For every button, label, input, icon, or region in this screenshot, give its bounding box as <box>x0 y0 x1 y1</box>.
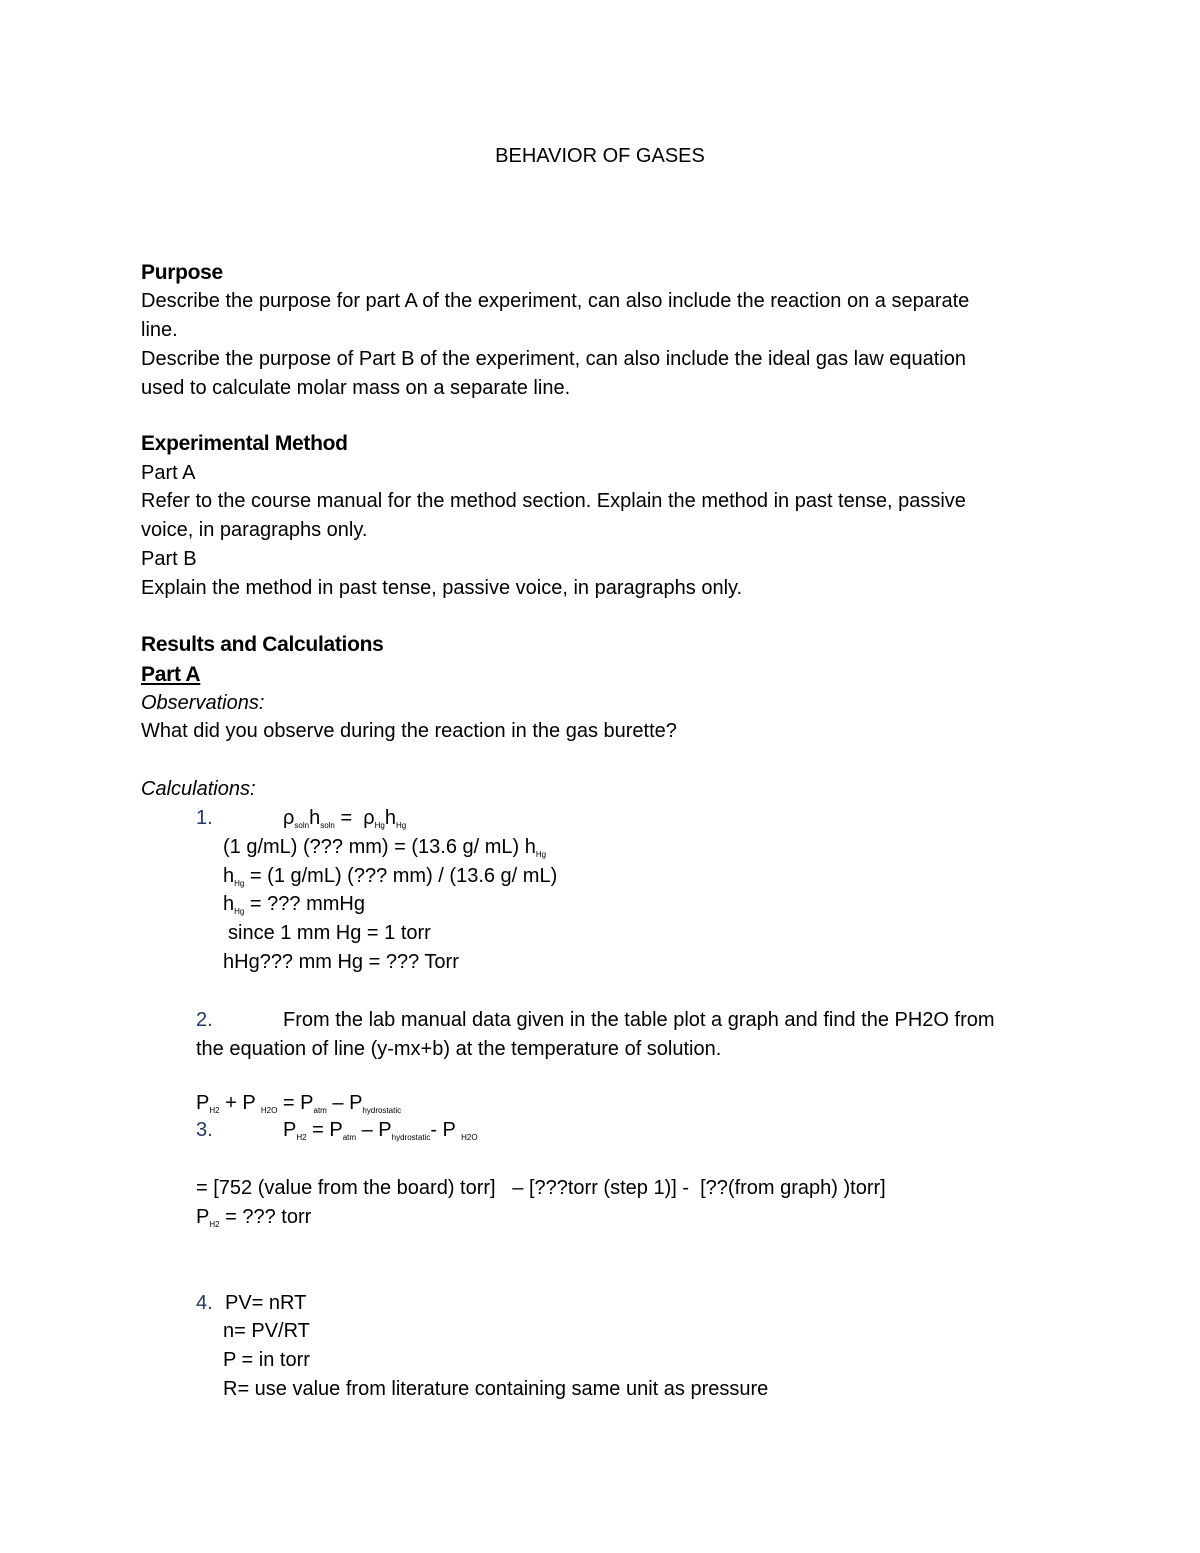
method-part-a-line-1: Refer to the course manual for the method section. Explain the method in past tense, passive <box>141 490 966 512</box>
method-part-b-label: Part B <box>141 548 197 570</box>
calculations-label: Calculations: <box>141 778 256 800</box>
method-part-a-label: Part A <box>141 462 196 484</box>
calc-1-line-2: (1 g/mL) (??? mm) = (13.6 g/ mL) $h_{Hg}$ <box>223 836 547 859</box>
calc-1-line-6: hHg??? mm Hg = ??? Torr <box>223 951 459 973</box>
calc-1-equation: $\rho_{soln}h_{soln} = \rho_{Hg}h_{Hg}$ <box>283 807 407 830</box>
calc-3-equation: $P_{H2} = P_{atm} - P_{hydrostatic}-$ P $_{H2O}$ <box>283 1119 478 1142</box>
calc-4-line-3: P = in torr <box>223 1349 310 1371</box>
calc-4-number: 4. <box>196 1292 213 1314</box>
calc-4-line-4: R= use value from literature containing same unit as pressure <box>223 1378 769 1400</box>
purpose-line-4: used to calculate molar mass on a separate line. <box>141 377 571 399</box>
results-heading: Results and Calculations <box>141 633 384 656</box>
calc-2-line-1: From the lab manual data given in the table plot a graph and find the PH2O from <box>283 1009 995 1031</box>
calc-2-number: 2. <box>196 1009 213 1031</box>
method-heading: Experimental Method <box>141 432 348 455</box>
calc-3-line-3: $P_{H2}$ = ??? torr <box>196 1206 312 1229</box>
observations-label: Observations: <box>141 692 265 714</box>
calc-1-number: 1. <box>196 807 213 829</box>
purpose-line-2: line. <box>141 319 178 341</box>
calc-1-line-4: $h_{Hg}$ = ??? mmHg <box>223 893 365 916</box>
pressure-equation: $P_{H2} + P$ $_{H2O} = P_{atm} - P_{hydrostatic}$ <box>196 1092 402 1115</box>
calc-1-line-3: $h_{Hg} = (1$ g/mL) (??? mm) / (13.6 g/ mL) <box>223 865 558 888</box>
calc-4-line-2: n= PV/RT <box>223 1320 310 1342</box>
calc-2-line-2: the equation of line (y-mx+b) at the temperature of solution. <box>196 1038 722 1060</box>
method-part-b-line-1: Explain the method in past tense, passive voice, in paragraphs only. <box>141 577 743 599</box>
method-part-a-line-2: voice, in paragraphs only. <box>141 519 368 541</box>
purpose-line-3: Describe the purpose of Part B of the experiment, can also include the ideal gas law equation <box>141 348 966 370</box>
results-part-a-label: Part A <box>141 663 201 686</box>
document-title: BEHAVIOR OF GASES <box>495 145 705 167</box>
calc-1-line-5: since 1 mm Hg = 1 torr <box>228 922 431 944</box>
calc-3-number: 3. <box>196 1119 213 1141</box>
observations-text: What did you observe during the reaction in the gas burette? <box>141 720 677 742</box>
purpose-line-1: Describe the purpose for part A of the experiment, can also include the reaction on a separate <box>141 290 970 312</box>
purpose-heading: Purpose <box>141 261 223 284</box>
calc-4-line-1: PV= nRT <box>225 1292 307 1314</box>
calc-3-line-2: = [752 (value from the board) torr] – [???torr (step 1)] - [??(from graph) )torr] <box>196 1177 886 1199</box>
